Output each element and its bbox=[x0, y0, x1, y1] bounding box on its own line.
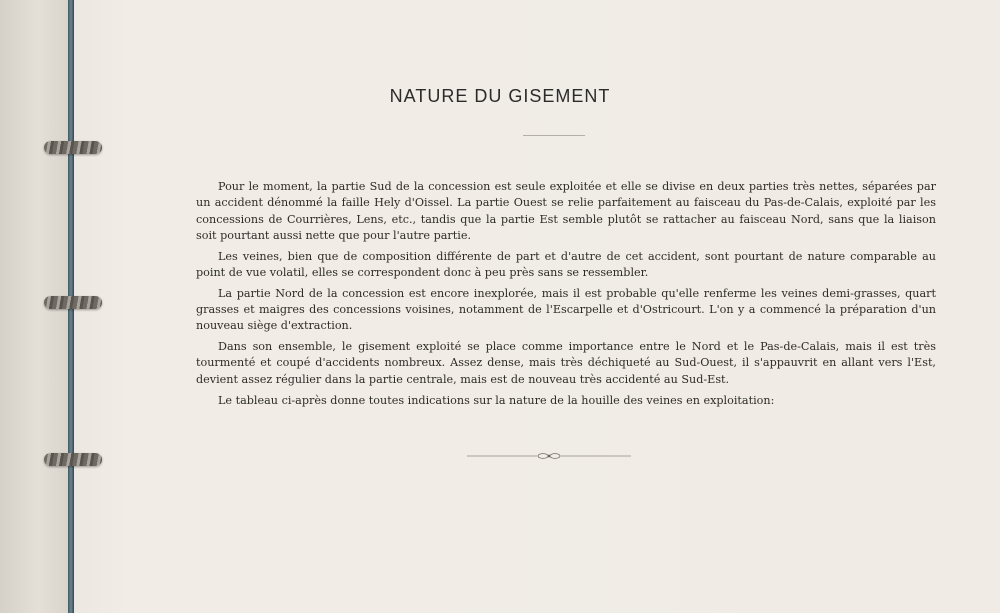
paragraph-4: Dans son ensemble, le gisement exploité se place comme importance entre le Nord et le Pas-de-Calais, mais il est très tourmenté et coupé d'accidents nombreux. Assez dense, mais très déchiqueté au Sud-Ouest, il s'appauvrit en allant vers l'Est, devient assez régulier dans la partie centrale, mais est de nouveau très accidenté au Sud-Est. bbox=[196, 340, 936, 386]
binding-cord-middle bbox=[44, 296, 102, 309]
ornament-divider bbox=[467, 451, 631, 461]
binding-cord-bottom bbox=[44, 453, 102, 466]
paragraph-5: Le tableau ci-après donne toutes indications sur la nature de la houille des veines en exploitation: bbox=[218, 393, 775, 407]
paragraph-1: Pour le moment, la partie Sud de la concession est seule exploitée et elle se divise en deux parties très nettes, séparées par un accident dénommé la faille Hely d'Oissel. La partie Ouest se relie parfaitement au faisceau du Pas-de-Calais, exploité par les concessions de Courrières, Lens, etc., tandis que la partie Est semble plutôt se rattacher au faisceau Nord, sans que la liaison soit pourtant aussi nette que pour l'autre partie. bbox=[196, 180, 936, 242]
binding-cord-top bbox=[44, 141, 102, 154]
body-text bbox=[196, 179, 936, 413]
paragraph-2: Les veines, bien que de composition différente de part et d'autre de cet accident, sont pourtant de nature comparable au point de vue volatil, elles se correspondent donc à peu près sans se ressembler. bbox=[196, 249, 936, 279]
page-title: NATURE DU GISEMENT bbox=[389, 86, 611, 106]
paragraph-3: La partie Nord de la concession est encore inexplorée, mais il est probable qu'elle renferme les veines demi-grasses, quart grasses et maigres des concessions voisines, notamment de l'Escarpelle et d'Ostricourt. L'on y a commencé la préparation d'un nouveau siège d'extraction. bbox=[196, 286, 936, 333]
title-rule bbox=[523, 135, 585, 136]
